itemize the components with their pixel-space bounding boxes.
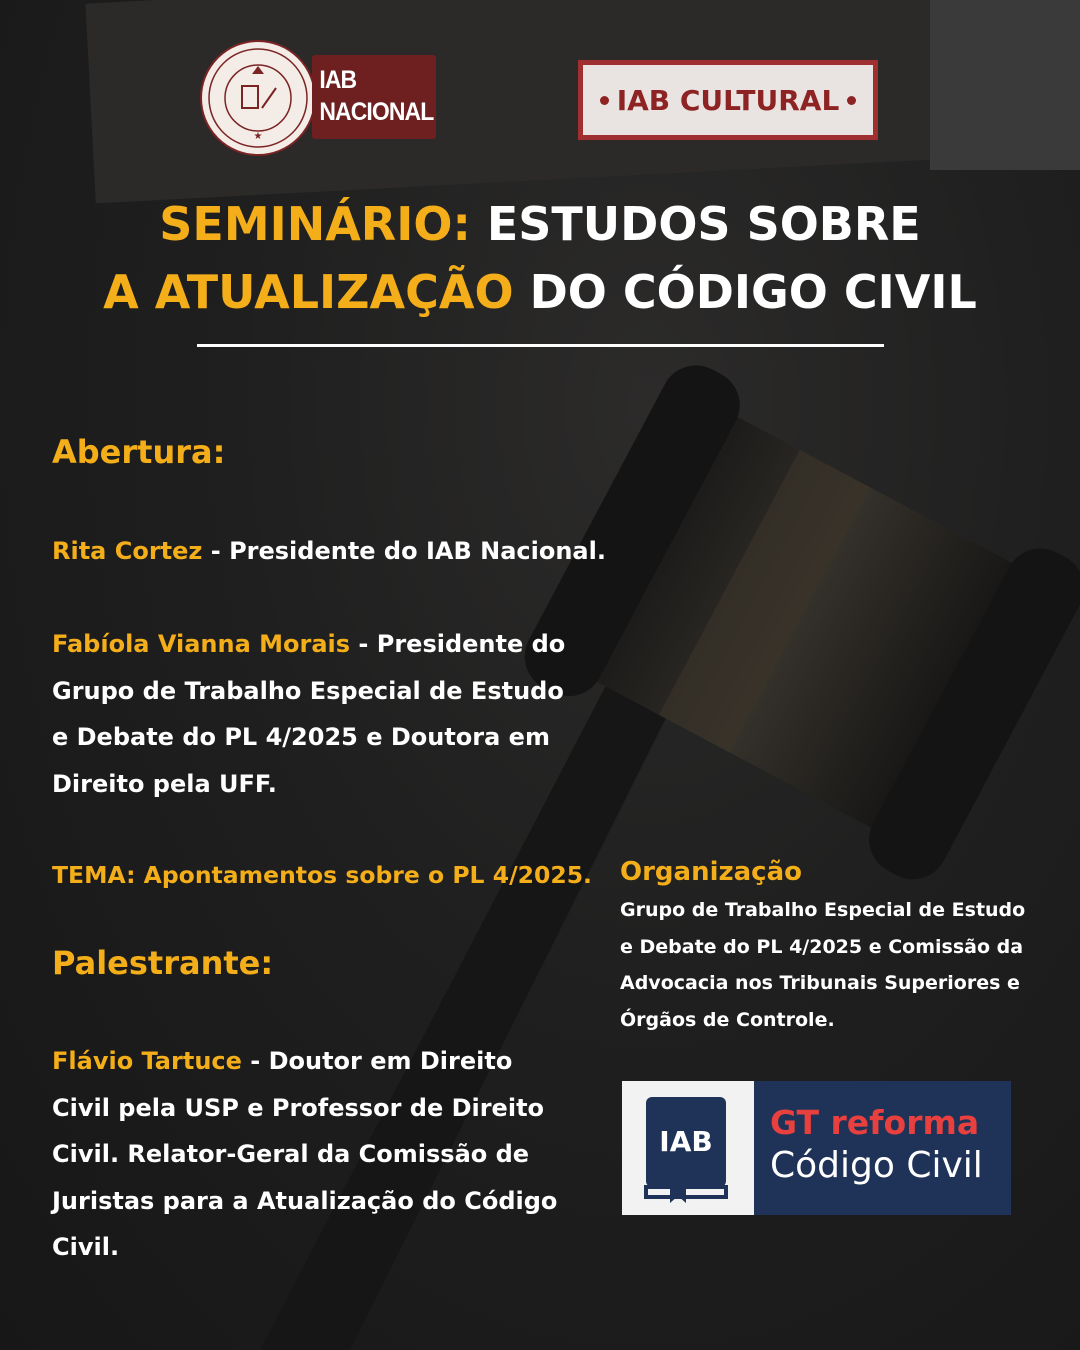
svg-text:★: ★ — [253, 131, 263, 142]
title-highlight-2: A ATUALIZAÇÃO — [103, 265, 514, 319]
organizacao-section — [620, 852, 1030, 1038]
iab-cultural-text: IAB CULTURAL — [616, 83, 840, 117]
speaker-fabiola — [52, 621, 572, 807]
dot-icon — [600, 96, 609, 105]
speaker-name: Fabíola Vianna Morais — [52, 630, 351, 658]
organizacao-heading: Organização — [620, 857, 802, 887]
speaker-name: Flávio Tartuce — [52, 1047, 242, 1075]
book-icon — [640, 1093, 736, 1203]
title-highlight-1: SEMINÁRIO: — [159, 197, 471, 251]
iab-nacional-line1: IAB — [319, 66, 357, 94]
tema-text: TEMA: Apontamentos sobre o PL 4/2025. — [52, 861, 592, 889]
iab-nacional-line2: NACIONAL — [319, 98, 434, 126]
gt-line2: Código Civil — [770, 1145, 983, 1186]
speaker-desc: - Presidente do Grupo de Trabalho Especial de Estudo e Debate do PL 4/2025 e Doutora em Direito pela UFF. — [52, 630, 566, 798]
speaker-rita — [52, 528, 612, 575]
title-rest-1: ESTUDOS SOBRE — [470, 197, 921, 251]
title-rest-2: DO CÓDIGO CIVIL — [513, 265, 977, 319]
iab-nacional-logo — [200, 40, 436, 156]
iab-cultural-logo — [578, 60, 878, 140]
iab-nacional-label — [312, 55, 436, 139]
book-label: IAB — [659, 1125, 713, 1158]
speaker-name: Rita Cortez — [52, 537, 203, 565]
page-title — [0, 190, 1080, 326]
organizacao-text: Grupo de Trabalho Especial de Estudo e Debate do PL 4/2025 e Comissão da Advocacia nos Tribunais Superiores e Órgãos de Controle. — [620, 899, 1026, 1031]
dot-icon — [847, 96, 856, 105]
title-divider — [197, 344, 884, 347]
speaker-flavio — [52, 1038, 572, 1271]
abertura-heading: Abertura: — [52, 433, 226, 471]
gt-reforma-logo — [622, 1081, 1011, 1215]
speaker-desc: - Doutor em Direito Civil pela USP e Professor de Direito Civil. Relator-Geral da Comissão de Juristas para a Atualização do Código Civil. — [52, 1047, 558, 1261]
palestrante-heading: Palestrante: — [52, 944, 274, 982]
iab-seal-icon — [200, 40, 316, 156]
speaker-desc: - Presidente do IAB Nacional. — [202, 537, 606, 565]
gt-line1: GT reforma — [770, 1103, 980, 1142]
